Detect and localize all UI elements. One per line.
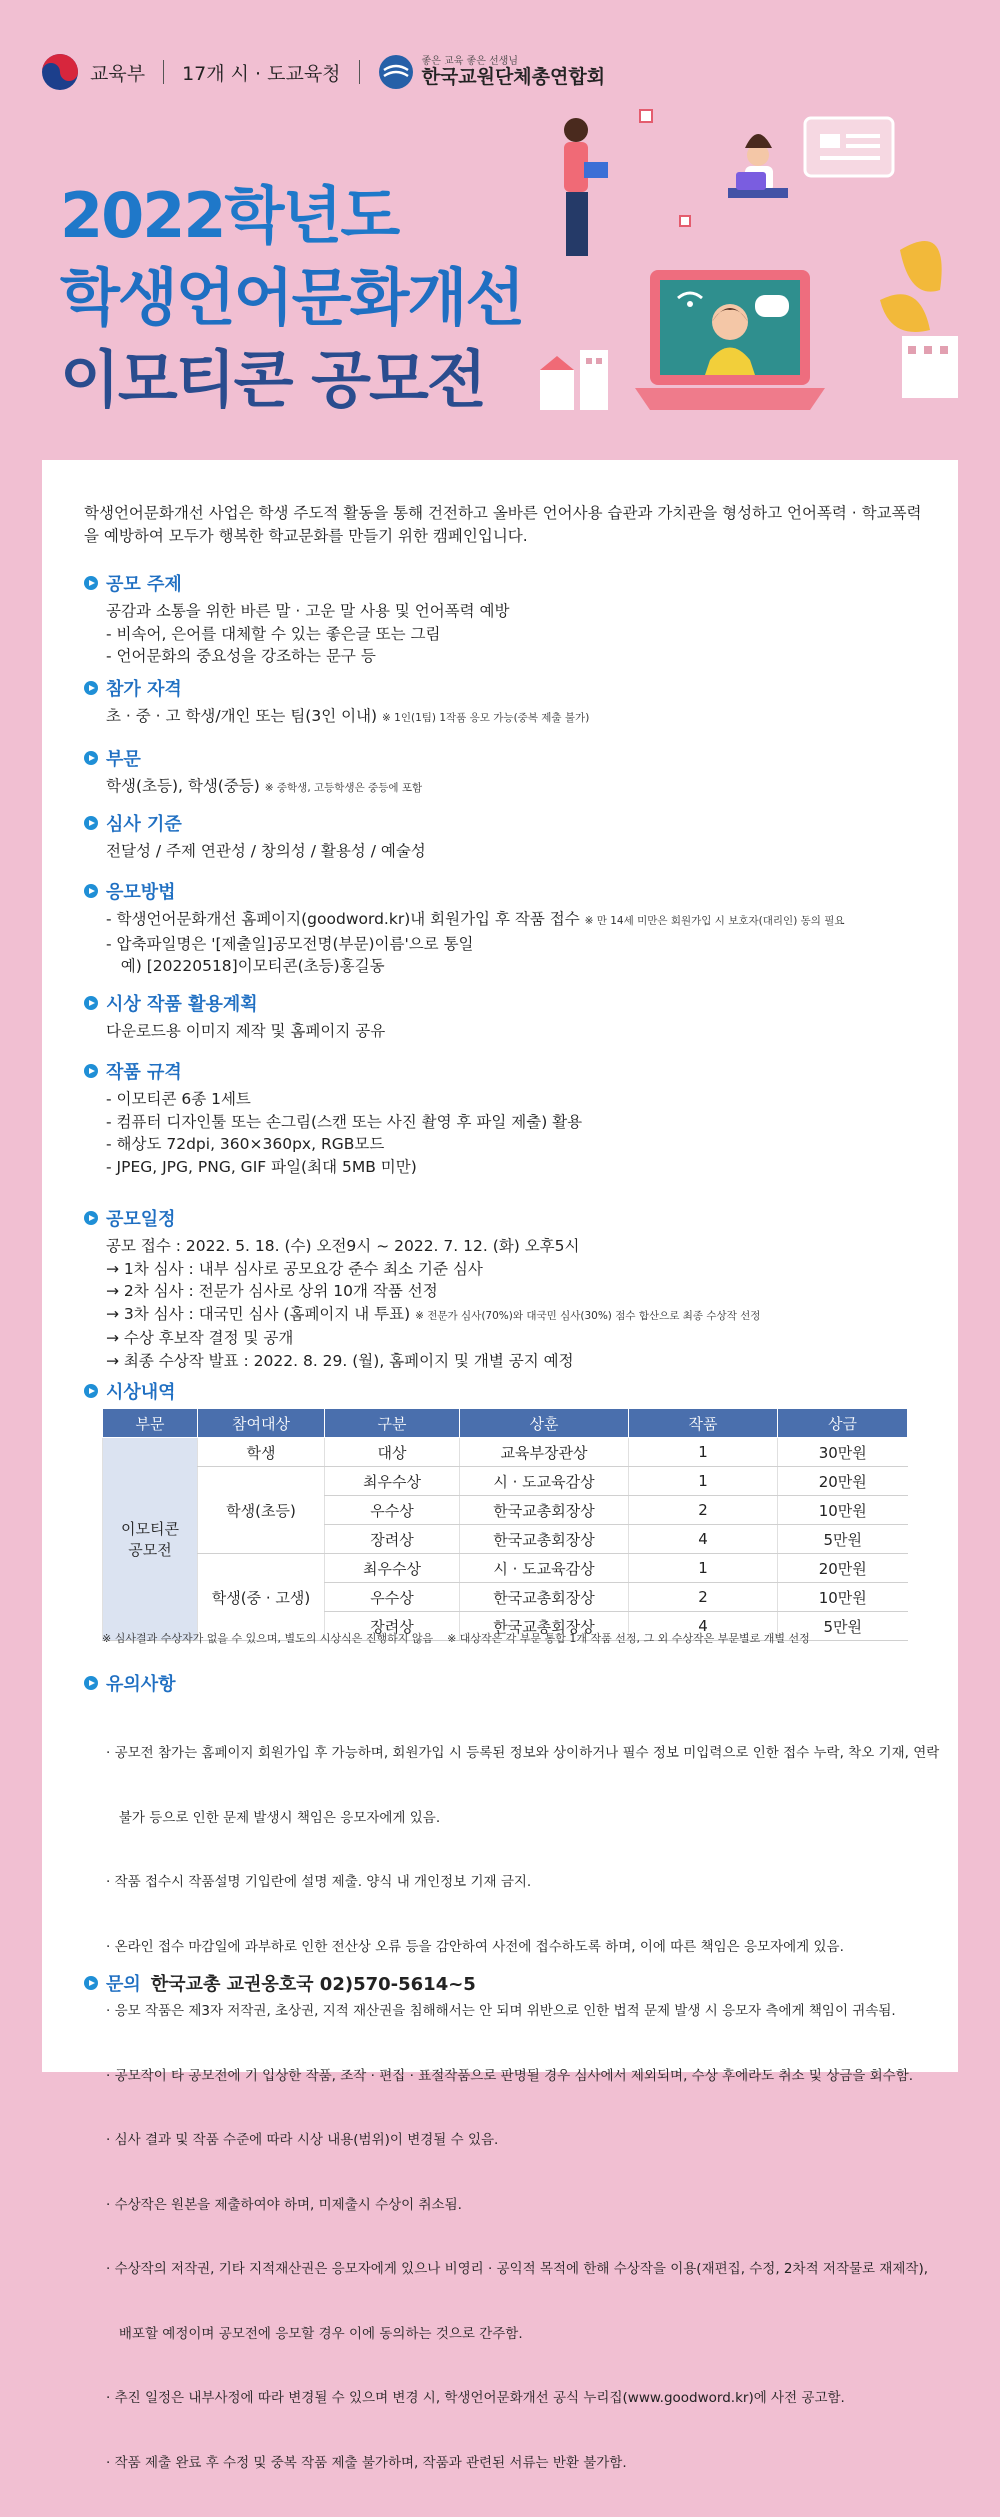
table-cell: 10만원 (778, 1583, 908, 1612)
bullet-arrow-icon (84, 884, 98, 898)
bullet-arrow-icon (84, 751, 98, 765)
section-awards (84, 1378, 176, 1404)
kfta-name: 한국교원단체총연합회 (421, 66, 606, 89)
table-cell: 장려상 (325, 1612, 460, 1641)
caution-item: 배포할 예정이며 공모전에 응모할 경우 이에 동의하는 것으로 간주함. (106, 2325, 523, 2342)
bullet-arrow-icon (84, 1211, 98, 1225)
title-line-3: 이모티콘 공모전 (60, 343, 485, 416)
table-cell: 20만원 (778, 1467, 908, 1496)
table-header: 작품 (629, 1409, 778, 1438)
contact-value: 한국교총 교권옹호국 02)570-5614~5 (150, 1974, 476, 1995)
section-cautions (84, 1670, 940, 2517)
note: ※ 중학생, 고등학생은 중등에 포함 (264, 782, 423, 794)
caution-item: · 공모작이 타 공모전에 기 입상한 작품, 조작 · 편집 · 표절작품으로 판명될 경우 심사에서 제외되며, 수상 후에라도 취소 및 상금을 회수함. (106, 2067, 914, 2084)
section-title: 시상내역 (106, 1382, 176, 1403)
table-cell: 한국교총회장상 (460, 1612, 629, 1641)
text-line: 초 · 중 · 고 학생/개인 또는 팀(3인 이내) (106, 707, 378, 725)
text-line: - 비속어, 은어를 대체할 수 있는 좋은글 또는 그림 (106, 624, 441, 643)
table-cell: 4 (629, 1612, 778, 1641)
section-method (84, 878, 845, 978)
caution-item: · 수상작의 저작권, 기타 지적재산권은 응모자에게 있으나 비영리 · 공익적 목적에 한해 수상작을 이용(재편집, 수정, 2차적 저작물로 재제작), (106, 2261, 929, 2277)
bullet-arrow-icon (84, 816, 98, 830)
caution-item: · 공모전 참가는 홈페이지 회원가입 후 가능하며, 회원가입 시 등록된 정보와 상이하거나 필수 정보 미입력으로 인한 접수 누락, 착오 기재, 연락 (106, 1745, 940, 1761)
section-usage (84, 990, 385, 1043)
awards-table (102, 1408, 908, 1641)
note: ※ 만 14세 미만은 회원가입 시 보호자(대리인) 동의 필요 (584, 915, 845, 927)
text-line: - 이모티콘 6종 1세트 (106, 1090, 251, 1108)
table-cell: 1 (629, 1554, 778, 1583)
section-schedule (84, 1205, 760, 1372)
category-cell: 이모티콘 공모전 (103, 1438, 198, 1641)
table-cell: 10만원 (778, 1496, 908, 1525)
table-cell: 5만원 (778, 1612, 908, 1641)
text-line: - 언어문화의 중요성을 강조하는 문구 등 (106, 647, 376, 665)
table-cell: 시 · 도교육감상 (460, 1467, 629, 1496)
section-title: 부문 (106, 749, 141, 770)
bullet-arrow-icon (84, 996, 98, 1010)
title-line-1: 2022학년도 (60, 179, 399, 252)
section-title: 참가 자격 (106, 679, 182, 700)
caution-item: · 심사 결과 및 작품 수준에 따라 시상 내용(범위)이 변경될 수 있음. (106, 2132, 499, 2148)
section-title: 유의사항 (106, 1674, 176, 1695)
table-note: ※ 심사결과 수상자가 없을 수 있으며, 별도의 시상식은 진행하지 않음 ※ 대상작은 각 부문 통합 1개 작품 선정, 그 외 수상작은 부문별로 개별 선정 (102, 1632, 810, 1645)
table-cell: 최우수상 (325, 1554, 460, 1583)
kfta-logo-icon (378, 54, 414, 90)
section-division (84, 745, 422, 800)
text-line: - 해상도 72dpi, 360×360px, RGB모드 (106, 1135, 385, 1153)
table-header: 상훈 (460, 1409, 629, 1438)
table-cell: 5만원 (778, 1525, 908, 1554)
table-cell: 20만원 (778, 1554, 908, 1583)
table-cell: 1 (629, 1467, 778, 1496)
section-title: 작품 규격 (106, 1062, 182, 1083)
text-line: → 수상 후보작 결정 및 공개 (106, 1329, 294, 1347)
text-line: → 2차 심사 : 전문가 심사로 상위 10개 작품 선정 (106, 1282, 438, 1300)
caution-item: · 온라인 접수 마감일에 과부하로 인한 전산상 오류 등을 감안하여 사전에 접수하도록 하며, 이에 따른 책임은 응모자에게 있음. (106, 1938, 844, 1955)
page-title (60, 175, 523, 421)
table-cell: 우수상 (325, 1496, 460, 1525)
section-title: 응모방법 (106, 882, 176, 903)
section-title: 시상 작품 활용계획 (106, 994, 258, 1015)
bullet-arrow-icon (84, 1676, 98, 1690)
caution-item: · 추진 일정은 내부사정에 따라 변경될 수 있으며 변경 시, 학생언어문화개선 공식 누리집(www.goodword.kr)에 사전 공고함. (106, 2390, 845, 2406)
bullet-arrow-icon (84, 1064, 98, 1078)
table-cell: 최우수상 (325, 1467, 460, 1496)
text-line: → 3차 심사 : 대국민 심사 (홈페이지 내 투표) (106, 1304, 411, 1323)
text-line: - 압축파일명은 '[제출일]공모전명(부문)이름'으로 통일 (106, 934, 474, 953)
bullet-arrow-icon (84, 576, 98, 590)
section-criteria (84, 810, 426, 863)
table-cell: 한국교총회장상 (460, 1496, 629, 1525)
header-logos (40, 52, 605, 92)
bullet-arrow-icon (84, 1384, 98, 1398)
divider (163, 60, 164, 84)
caution-item: · 작품 접수시 작품설명 기입란에 설명 제출. 양식 내 개인정보 기재 금지. (106, 1874, 532, 1890)
note: ※ 1인(1팀) 1작품 응모 가능(중복 제출 불가) (382, 712, 590, 724)
text-line: → 최종 수상작 발표 : 2022. 8. 29. (월), 홈페이지 및 개별 공지 예정 (106, 1351, 574, 1370)
ministry-label: 교육부 (90, 62, 146, 85)
table-row (103, 1554, 908, 1583)
text-line: - 컴퓨터 디자인툴 또는 손그림(스캔 또는 사진 촬영 후 파일 제출) 활용 (106, 1112, 583, 1131)
section-theme (84, 570, 510, 668)
text-line: 공감과 소통을 위한 바른 말 · 고운 말 사용 및 언어폭력 예방 (106, 602, 510, 620)
table-cell: 우수상 (325, 1583, 460, 1612)
table-cell: 장려상 (325, 1525, 460, 1554)
section-title: 심사 기준 (106, 814, 182, 835)
section-eligibility (84, 675, 589, 730)
caution-item: · 작품 제출 완료 후 수정 및 중복 작품 제출 불가하며, 작품과 관련된 서류는 반환 불가함. (106, 2454, 627, 2471)
table-cell: 2 (629, 1583, 778, 1612)
table-cell: 30만원 (778, 1438, 908, 1467)
text-line: - 학생언어문화개선 홈페이지(goodword.kr)내 회원가입 후 작품 접수 (106, 910, 580, 928)
caution-item: · 수상작은 원본을 제출하여야 하며, 미제출시 수상이 취소됨. (106, 2196, 462, 2213)
caution-item: · 응모 작품은 제3자 저작권, 초상권, 지적 재산권을 침해해서는 안 되며 위반으로 인한 법적 문제 발생 시 응모자 측에게 책임이 귀속됨. (106, 2003, 896, 2019)
text-line: - JPEG, JPG, PNG, GIF 파일(최대 5MB 미만) (106, 1157, 417, 1176)
text-line: 학생(초등), 학생(중등) (106, 777, 260, 795)
table-cell: 4 (629, 1525, 778, 1554)
kfta-slogan: 좋은 교육 좋은 선생님 (421, 56, 519, 68)
table-cell: 한국교총회장상 (460, 1583, 629, 1612)
offices-label: 17개 시 · 도교육청 (182, 62, 341, 85)
table-cell: 1 (629, 1438, 778, 1467)
table-header: 부문 (103, 1409, 198, 1438)
group-cell: 학생(초등) (198, 1467, 325, 1554)
taegeuk-logo-icon (40, 52, 80, 92)
divider (359, 60, 360, 84)
section-title: 공모 주제 (106, 574, 182, 595)
bullet-arrow-icon (84, 681, 98, 695)
table-header: 참여대상 (198, 1409, 325, 1438)
text-line: 공모 접수 : 2022. 5. 18. (수) 오전9시 ~ 2022. 7. 12. (화) 오후5시 (106, 1237, 580, 1255)
text-line: 다운로드용 이미지 제작 및 홈페이지 공유 (106, 1022, 386, 1040)
title-line-2: 학생언어문화개선 (60, 261, 524, 334)
group-cell: 학생 (198, 1438, 325, 1467)
table-row (103, 1467, 908, 1496)
text-line: → 1차 심사 : 내부 심사로 공모요강 준수 최소 기준 심사 (106, 1259, 483, 1278)
intro-text: 학생언어문화개선 사업은 학생 주도적 활동을 통해 건전하고 올바른 언어사용 습관과 가치관을 형성하고 언어폭력 · 학교폭력을 예방하여 모두가 행복한 학교문화를 만들기 위한 캠페인입니다. (84, 504, 922, 545)
hero-illustration-icon (540, 100, 980, 440)
text-line: 예) [20220518]이모티콘(초등)홍길동 (106, 957, 385, 975)
note: ※ 전문가 심사(70%)와 대국민 심사(30%) 점수 합산으로 최종 수상작 선정 (415, 1309, 761, 1322)
contact-line (84, 1970, 476, 1996)
contact-label: 문의 (106, 1974, 141, 1995)
table-header: 구분 (325, 1409, 460, 1438)
caution-item: 불가 등으로 인한 문제 발생시 책임은 응모자에게 있음. (106, 1809, 441, 1826)
table-cell: 시 · 도교육감상 (460, 1554, 629, 1583)
table-cell: 교육부장관상 (460, 1438, 629, 1467)
group-cell: 학생(중 · 고생) (198, 1554, 325, 1641)
section-spec (84, 1058, 582, 1178)
table-row (103, 1438, 908, 1467)
table-cell: 2 (629, 1496, 778, 1525)
bullet-arrow-icon (84, 1976, 98, 1990)
content-card (42, 460, 958, 2471)
section-title: 공모일정 (106, 1209, 176, 1230)
text-line: 전달성 / 주제 연관성 / 창의성 / 활용성 / 예술성 (106, 842, 426, 860)
table-cell: 한국교총회장상 (460, 1525, 629, 1554)
table-header: 상금 (778, 1409, 908, 1438)
table-cell: 대상 (325, 1438, 460, 1467)
